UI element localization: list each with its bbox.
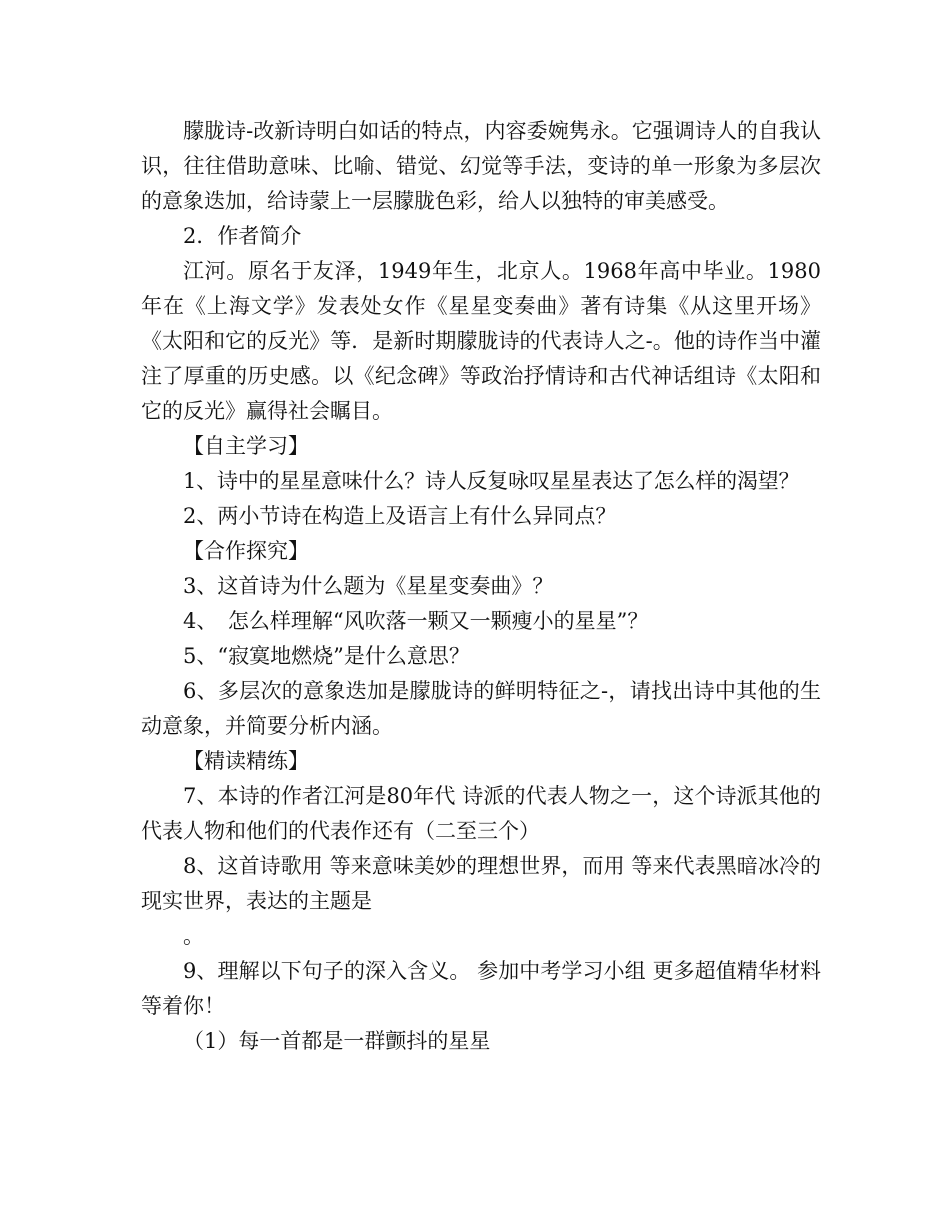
section-heading-self-study: 【自主学习】 [183, 434, 309, 458]
question-6: 6、多层次的意象迭加是朦胧诗的鲜明特征之-，请找出诗中其他的生动意象，并简要分析内涵。 [141, 679, 821, 738]
question-5: 5、“寂寞地燃烧”是什么意思？ [183, 644, 470, 668]
question-8-continuation: 。 [183, 924, 204, 948]
section-heading-author: 2．作者简介 [183, 224, 302, 248]
question-9-subitem-1: （1）每一首都是一群颤抖的星星 [183, 1029, 491, 1053]
question-9: 9、理解以下句子的深入含义。 参加中考学习小组 更多超值精华材料等着你！ [141, 959, 821, 1018]
author-bio-paragraph: 江河。原名于友泽，1949年生，北京人。1968年高中毕业。1980年在《上海文学》发表处女作《星星变奏曲》著有诗集《从这里开场》《太阳和它的反光》等．是新时期朦胧诗的代表诗人之-。他的诗作当中灌注了厚重的历史感。以《纪念碑》等政治抒情诗和古代神话组诗《太阳和它的反光》赢得社会瞩目。 [141, 259, 821, 423]
question-3: 3、这首诗为什么题为《星星变奏曲》？ [183, 574, 554, 598]
intro-paragraph: 朦胧诗-改新诗明白如话的特点，内容委婉隽永。它强调诗人的自我认识，往往借助意味、比喻、错觉、幻觉等手法，变诗的单一形象为多层次的意象迭加，给诗蒙上一层朦胧色彩，给人以独特的审美感受。 [141, 119, 821, 213]
section-heading-cooperation: 【合作探究】 [183, 539, 309, 563]
section-heading-intensive-reading: 【精读精练】 [183, 749, 309, 773]
question-7: 7、本诗的作者江河是80年代 诗派的代表人物之一，这个诗派其他的代表人物和他们的代表作还有（二至三个） [141, 784, 821, 843]
question-8: 8、这首诗歌用 等来意味美妙的理想世界，而用 等来代表黑暗冰冷的现实世界，表达的主题是 [141, 854, 821, 913]
question-1: 1、诗中的星星意味什么？诗人反复咏叹星星表达了怎么样的渴望？ [183, 469, 800, 493]
document-body [141, 114, 821, 1059]
question-4: 4、 怎么样理解“风吹落一颗又一颗瘦小的星星”？ [183, 609, 649, 633]
question-2: 2、两小节诗在构造上及语言上有什么异同点？ [183, 504, 617, 528]
